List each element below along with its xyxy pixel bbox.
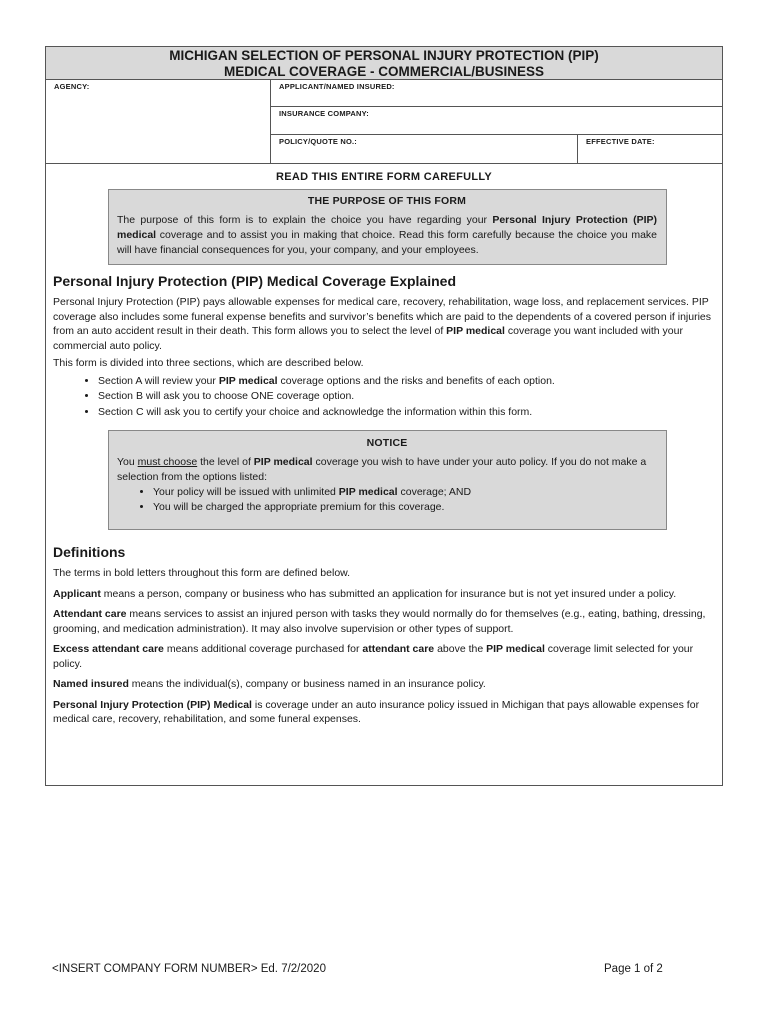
definitions-intro: The terms in bold letters throughout this form are defined below.: [53, 567, 351, 579]
policy-number-field[interactable]: [271, 135, 577, 163]
notice-list: [117, 485, 657, 515]
list-item: • You will be charged the appropriate premium for this coverage.: [153, 500, 657, 515]
list-item: • Section A will review your PIP medical coverage options and the risks and benefits of each option.: [98, 374, 722, 390]
page-number: Page 1 of 2: [604, 963, 663, 975]
effective-date-field[interactable]: [577, 135, 723, 163]
applicant-label: APPLICANT/NAMED INSURED:: [279, 82, 395, 91]
definitions-section: [46, 544, 722, 727]
purpose-box: [108, 189, 667, 265]
list-item: • Your policy will be issued with unlimited PIP medical coverage; AND: [153, 485, 657, 500]
effective-date-label: EFFECTIVE DATE:: [586, 137, 655, 146]
read-carefully-heading: READ THIS ENTIRE FORM CAREFULLY: [275, 171, 493, 183]
insurance-company-label: INSURANCE COMPANY:: [279, 109, 369, 118]
agency-field[interactable]: [46, 80, 271, 163]
definition-named-insured: Named insured means the individual(s), company or business named in an insurance policy.: [53, 678, 486, 690]
form-title-line2: MEDICAL COVERAGE - COMMERCIAL/BUSINESS: [223, 64, 545, 79]
applicant-field[interactable]: [271, 80, 723, 107]
list-item: • Section B will ask you to choose ONE coverage option.: [98, 389, 722, 405]
definition-pip-medical: Personal Injury Protection (PIP) Medical is coverage under an auto insurance policy issued in Michigan that pays allowable expenses for medical care, recovery, rehabilitation, and some funeral expenses.: [53, 698, 700, 725]
purpose-title: THE PURPOSE OF THIS FORM: [307, 195, 467, 207]
notice-box: [108, 430, 667, 530]
sections-intro: This form is divided into three sections, which are described below.: [53, 357, 364, 369]
definition-applicant: Applicant means a person, company or business who has submitted an application for insurance but is not yet insured under a policy.: [53, 587, 677, 600]
explained-heading: Personal Injury Protection (PIP) Medical Coverage Explained: [53, 273, 456, 289]
form-title-line1: MICHIGAN SELECTION OF PERSONAL INJURY PROTECTION (PIP): [169, 48, 599, 63]
notice-title: NOTICE: [366, 437, 408, 449]
purpose-text: The purpose of this form is to explain the choice you have regarding your Personal Injury Protection (PIP) medical coverage and to assist you in making that choice. Read this form carefully because the choice you make will have financial consequences for you, your company, and your employees.: [117, 214, 657, 256]
definition-attendant-care: Attendant care means services to assist an injured person with tasks they would normally do for themselves (e.g., eating, bathing, dressing, grooming, and medication administration). It may also involve supervision or other types of support.: [53, 608, 706, 635]
header-fields: [46, 80, 722, 164]
insurance-company-field[interactable]: [271, 107, 723, 135]
notice-text: You must choose the level of PIP medical coverage you wish to have under your auto policy. If you do not make a selection from the options listed:: [117, 456, 647, 483]
pip-selection-form: [45, 46, 723, 786]
form-title: [46, 47, 722, 80]
definition-excess-attendant-care: Excess attendant care means additional coverage purchased for attendant care above the PIP medical coverage limit selected for your policy.: [53, 643, 694, 670]
explained-paragraph: Personal Injury Protection (PIP) pays allowable expenses for medical care, recovery, rehabilitation, wage loss, and replacement services. PIP coverage also includes some funeral expense benefits and survivor’s benefits which are paid to the dependents of a covered person if injuries from an auto accident result in their death. This form allows you to select the level of PIP medical coverage you want included with your commercial auto policy.: [53, 296, 712, 352]
policy-number-label: POLICY/QUOTE NO.:: [279, 137, 357, 146]
definitions-heading: Definitions: [53, 544, 126, 560]
list-item: • Section C will ask you to certify your choice and acknowledge the information within this form.: [98, 405, 722, 421]
sections-list: [46, 374, 722, 421]
form-number: <INSERT COMPANY FORM NUMBER> Ed. 7/2/2020: [52, 963, 326, 975]
agency-label: AGENCY:: [54, 82, 90, 91]
